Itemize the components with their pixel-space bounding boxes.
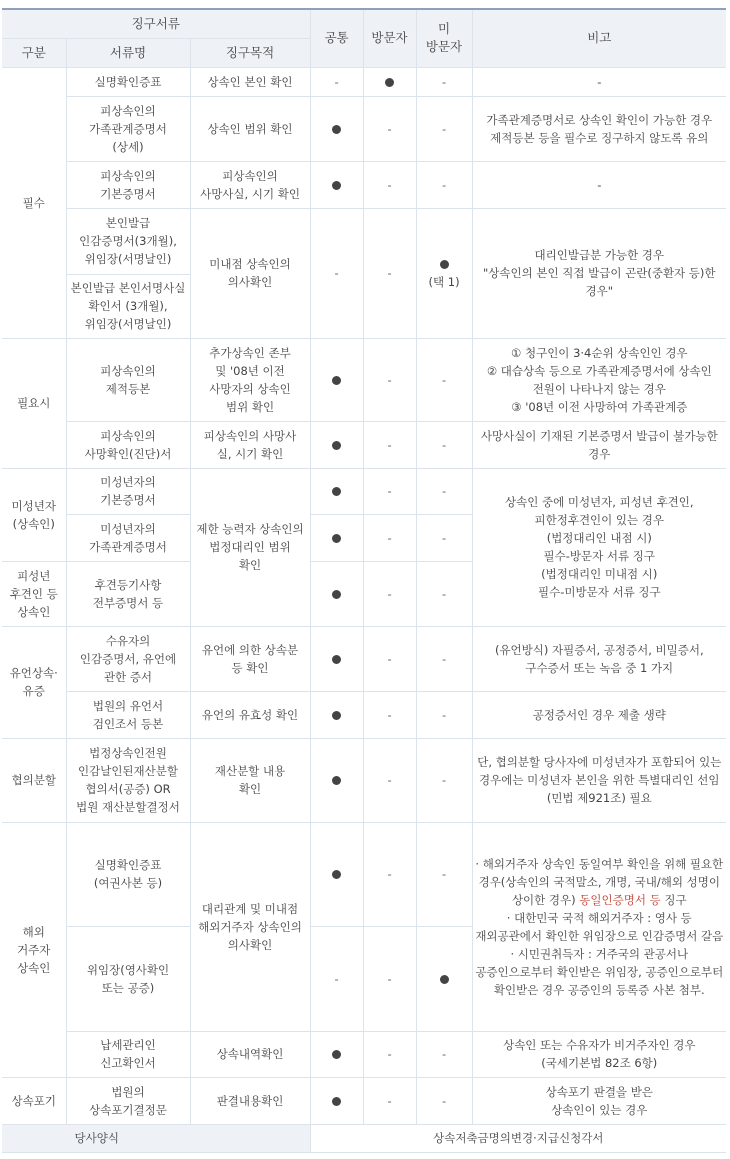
remark: ① 청구인이 3·4순위 상속인인 경우 ② 대습상속 등으로 가족관계증명서에 상속인 전원이 나타나지 않는 경우 ③ '08년 이전 사망하여 가족관계증 [472, 338, 726, 421]
table-row [2, 626, 726, 691]
filled-dot-icon [332, 1050, 341, 1059]
document-name: 피상속인의 가족관계증명서 (상세) [66, 96, 190, 161]
dash-mark: - [441, 121, 447, 136]
dash-mark: - [387, 867, 392, 881]
overseas-note-1 [475, 855, 725, 909]
header-visitor: 방문자 [363, 9, 416, 67]
dash-mark: - [387, 437, 392, 452]
dash-mark: - [441, 651, 447, 666]
header-category: 구분 [2, 38, 66, 67]
dash-mark: - [387, 1047, 392, 1061]
document-name: 피상속인의 제적등본 [66, 338, 190, 421]
category-cell: 피성년 후견인 등 상속인 [2, 561, 66, 626]
table-row-company-form [2, 1124, 726, 1152]
document-name: 미성년자의 기본증명서 [66, 468, 190, 514]
same-person-certificate-highlight: 동일인증명서 등 [579, 892, 661, 907]
category-cell: 상속포기 [2, 1077, 66, 1124]
document-name: 실명확인증표 (여권사본 등) [66, 822, 190, 926]
document-name: 피상속인의 사망확인(진단)서 [66, 421, 190, 468]
document-name: 실명확인증표 [66, 67, 190, 96]
table-row [2, 468, 726, 514]
dash-mark: - [334, 266, 339, 280]
filled-dot-icon [332, 125, 341, 134]
document-name: 수유자의 인감증명서, 유언에 관한 증서 [66, 626, 190, 691]
filled-dot-icon [332, 487, 341, 496]
purpose: 상속인 범위 확인 [190, 96, 310, 161]
table-row [2, 67, 726, 96]
remark: - [472, 67, 726, 96]
filled-dot-icon [332, 870, 341, 879]
filled-dot-icon [332, 590, 341, 599]
table-row [2, 691, 726, 738]
table-row [2, 1031, 726, 1077]
category-cell: 미성년자 (상속인) [2, 468, 66, 561]
purpose: 미내점 상속인의 의사확인 [190, 208, 310, 338]
remark: 상속인 또는 수유자가 비거주자인 경우 (국세기본법 82조 6항) [472, 1031, 726, 1077]
choose-one-label: (택 1) [428, 275, 460, 289]
dash-mark: - [441, 484, 447, 498]
document-name: 납세관리인 신고확인서 [66, 1031, 190, 1077]
purpose: 판결내용확인 [190, 1077, 310, 1124]
filled-dot-icon [332, 1097, 341, 1106]
remark: 상속인 중에 미성년자, 피성년 후견인, 피한정후견인이 있는 경우 (법정대리인 내점 시) 필수-방문자 서류 징구 (법정대리인 미내점 시) 필수-미방문자 서류 징구 [472, 468, 726, 626]
filled-dot-icon [332, 776, 341, 785]
dash-mark: - [441, 707, 447, 722]
dash-mark: - [441, 773, 447, 787]
filled-dot-icon [440, 260, 449, 269]
filled-dot-icon [332, 376, 341, 385]
remark: 단, 협의분할 당사자에 미성년자가 포함되어 있는 경우에는 미성년자 본인을 위한 특별대리인 선임(민법 제921조) 필요 [472, 738, 726, 822]
header-remarks: 비고 [472, 9, 726, 67]
document-name: 법원의 상속포기결정문 [66, 1077, 190, 1124]
dash-mark: - [441, 867, 447, 881]
remark: 사망사실이 기재된 기본증명서 발급이 불가능한 경우 [472, 421, 726, 468]
purpose: 상속인 본인 확인 [190, 67, 310, 96]
dash-mark: - [387, 177, 392, 192]
table-row [2, 208, 726, 274]
document-name: 피상속인의 기본증명서 [66, 161, 190, 208]
dash-mark: - [387, 651, 392, 666]
category-cell: 협의분할 [2, 738, 66, 822]
filled-dot-icon [332, 534, 341, 543]
purpose: 유언의 유효성 확인 [190, 691, 310, 738]
dash-mark: - [441, 372, 447, 387]
remark: 가족관계증명서로 상속인 확인이 가능한 경우 제적등본 등을 필수로 징구하지 않도록 유의 [472, 96, 726, 161]
dash-mark: - [387, 971, 392, 986]
company-form-value: 상속저축금명의변경·지급신청각서 [310, 1124, 726, 1152]
overseas-note-1-tail: 징구 [660, 892, 687, 907]
document-name: 후견등기사항 전부증명서 등 [66, 561, 190, 626]
dash-mark: - [387, 121, 392, 136]
purpose: 재산분할 내용 확인 [190, 738, 310, 822]
dash-mark: - [441, 530, 447, 545]
document-name: 본인발급 인감증명서(3개월), 위임장(서명날인) [66, 208, 190, 274]
category-cell: 필수 [2, 67, 66, 338]
overseas-note-2: · 대한민국 국적 해외거주자 : 영사 등 재외공관에서 확인한 위임장으로 인감증명서 갈음 [475, 910, 724, 943]
remark: 공정증서인 경우 제출 생략 [472, 691, 726, 738]
dash-mark: - [334, 74, 339, 89]
dash-mark: - [387, 484, 392, 498]
table-row [2, 161, 726, 208]
purpose: 추가상속인 존부 및 '08년 이전 사망자의 상속인 범위 확인 [190, 338, 310, 421]
purpose: 상속내역확인 [190, 1031, 310, 1077]
table-row [2, 338, 726, 421]
table-row [2, 738, 726, 822]
category-cell: 해외 거주자 상속인 [2, 822, 66, 1077]
document-name: 본인발급 본인서명사실 확인서 (3개월), 위임장(서명날인) [66, 274, 190, 338]
remark: 상속포기 판결을 받은 상속인이 있는 경우 [472, 1077, 726, 1124]
company-form-label: 당사양식 [2, 1124, 310, 1152]
dash-mark: - [387, 530, 392, 545]
purpose: 피상속인의 사망사실, 시기 확인 [190, 161, 310, 208]
filled-dot-icon [332, 655, 341, 664]
dash-mark: - [387, 773, 392, 787]
document-requirements-table [2, 8, 726, 1153]
overseas-note-1-text: · 해외거주자 상속인 동일여부 확인을 위해 필요한 경우(상속인의 국적말소, 개명, 국내/해외 성명이 상이한 경우) [475, 856, 724, 907]
remark: 대리인발급분 가능한 경우 "상속인의 본인 직접 발급이 곤란(중환자 등)한 경우" [472, 208, 726, 338]
table-row [2, 1077, 726, 1124]
document-name: 법원의 유언서 검인조서 등본 [66, 691, 190, 738]
filled-dot-icon [440, 975, 449, 984]
table-row [2, 421, 726, 468]
dash-mark: - [441, 1093, 447, 1108]
header-non-visitor: 미 방문자 [416, 9, 472, 67]
table-row [2, 96, 726, 161]
dash-mark: - [441, 177, 447, 192]
dash-mark: - [441, 1047, 447, 1061]
dash-mark: - [387, 1093, 392, 1108]
remark-overseas [472, 822, 726, 1031]
dash-mark: - [441, 74, 447, 89]
header-required-documents: 징구서류 [2, 9, 310, 38]
filled-dot-icon [332, 441, 341, 450]
category-cell: 필요시 [2, 338, 66, 468]
category-cell: 유언상속· 유증 [2, 626, 66, 738]
dash-mark: - [441, 437, 447, 452]
purpose: 제한 능력자 상속인의 법정대리인 범위 확인 [190, 468, 310, 626]
dash-mark: - [387, 707, 392, 722]
purpose: 유언에 의한 상속분 등 확인 [190, 626, 310, 691]
header-purpose: 징구목적 [190, 38, 310, 67]
header-common: 공통 [310, 9, 363, 67]
document-name: 법정상속인전원 인감날인된재산분할 협의서(공증) OR 법원 재산분할결정서 [66, 738, 190, 822]
dash-mark: - [387, 586, 392, 601]
filled-dot-icon [385, 78, 394, 87]
purpose: 피상속인의 사망사 실, 시기 확인 [190, 421, 310, 468]
dash-mark: - [334, 971, 339, 986]
filled-dot-icon [332, 711, 341, 720]
document-name: 위임장(영사확인 또는 공증) [66, 926, 190, 1031]
purpose: 대리관계 및 미내점 해외거주자 상속인의 의사확인 [190, 822, 310, 1031]
dash-mark: - [387, 266, 392, 280]
dash-mark: - [441, 586, 447, 601]
remark: - [472, 161, 726, 208]
overseas-note-3: · 시민권취득자 : 거주국의 관공서나 공증인으로부터 확인받은 위임장, 공증인으로부터 확인받은 경우 공증인의 등록증 사본 첨부. [475, 946, 724, 997]
dash-mark: - [387, 372, 392, 387]
document-name: 미성년자의 가족관계증명서 [66, 514, 190, 561]
remark: (유언방식) 자필증서, 공정증서, 비밀증서, 구수증서 또는 녹음 중 1 가지 [472, 626, 726, 691]
header-document-name: 서류명 [66, 38, 190, 67]
filled-dot-icon [332, 181, 341, 190]
table-row [2, 822, 726, 926]
